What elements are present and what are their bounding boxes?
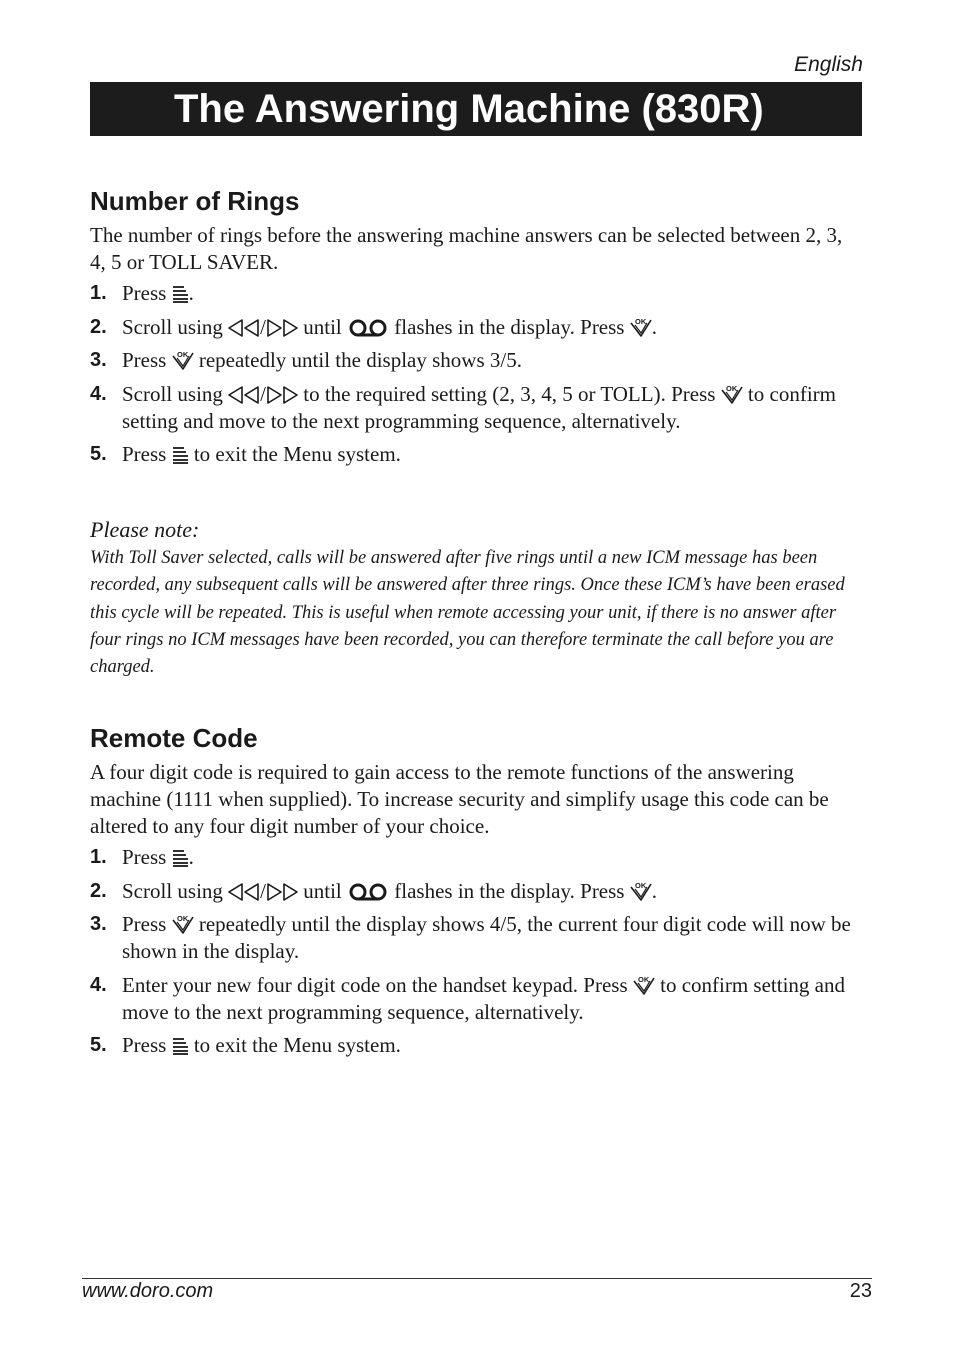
menu-icon — [172, 285, 189, 303]
menu-icon — [172, 446, 189, 464]
steps-list — [90, 280, 862, 468]
step-text: Scroll using — [122, 381, 229, 406]
step-item — [90, 911, 862, 965]
scroll-left-icon — [228, 883, 260, 901]
section-heading: Number of Rings — [90, 186, 300, 216]
section-intro: A four digit code is required to gain access to the remote functions of the answering machine (1111 when supplied). To increase security and simplify usage this code can be altered to any four digit number of your choice. — [90, 760, 829, 838]
step-number: 1. — [90, 282, 107, 304]
step-number: 3. — [90, 913, 107, 935]
step-number: 5. — [90, 443, 107, 465]
step-number: 4. — [90, 973, 107, 996]
footer-divider — [82, 1278, 872, 1279]
section-heading: Remote Code — [90, 723, 258, 753]
step-text: Press — [122, 348, 172, 372]
step-text: Scroll using — [122, 878, 229, 903]
scroll-left-icon — [228, 386, 260, 404]
step-text: / — [260, 314, 267, 339]
step-text: to confirm setting and move to the next programming sequence, alternatively. — [122, 972, 846, 1024]
step-text: repeatedly until the display shows 4/5, the current four digit code will now be shown in the display. — [122, 912, 851, 963]
step-text: flashes in the display. Press — [389, 878, 630, 903]
footer-url: www.doro.com — [82, 1280, 214, 1302]
step-text: until — [298, 878, 348, 903]
ok-icon — [172, 914, 194, 934]
step-text: / — [260, 381, 267, 406]
step-text: to exit the Menu system. — [188, 442, 401, 466]
answering-machine-icon — [347, 883, 389, 901]
svg-text:OK: OK — [637, 974, 650, 984]
step-text: to confirm setting and move to the next programming sequence, alternatively. — [122, 381, 836, 433]
step-text: to the required setting (2, 3, 4, 5 or TOLL). Press — [298, 381, 721, 406]
svg-text:OK: OK — [725, 383, 737, 393]
step-item — [90, 347, 862, 374]
step-text: Press — [122, 442, 172, 466]
ok-icon — [721, 384, 743, 404]
menu-icon — [172, 849, 189, 867]
step-text: Enter your new four digit code on the handset keypad. Press — [122, 972, 633, 997]
step-number: 2. — [90, 879, 107, 902]
note-text: With Toll Saver selected, calls will be answered after five rings until a new ICM message has been recorded, any subsequent calls will be answered after three rings. Once these ICM’s have been erased this cycle will be repeated. This is useful when remote accessing your unit, if there is no answer after four rings no ICM messages have been recorded, you can therefore terminate the call before you are charged. — [90, 548, 845, 678]
step-text: . — [188, 845, 194, 869]
scroll-right-icon — [266, 319, 298, 337]
step-text: Press — [122, 1033, 172, 1057]
step-number: 1. — [90, 846, 107, 868]
step-text: . — [651, 878, 657, 903]
step-text: / — [260, 878, 267, 903]
step-number: 5. — [90, 1034, 107, 1056]
scroll-left-icon — [228, 319, 260, 337]
step-text: to exit the Menu system. — [188, 1033, 401, 1057]
menu-icon — [172, 1037, 189, 1055]
ok-icon — [630, 881, 652, 901]
page-number: 23 — [849, 1280, 872, 1302]
step-text: flashes in the display. Press — [389, 314, 630, 339]
step-text: Press — [122, 912, 172, 936]
step-number: 4. — [90, 382, 107, 405]
section-number-of-rings — [90, 186, 862, 475]
step-text: until — [298, 314, 348, 339]
step-item — [90, 1032, 862, 1059]
step-number: 3. — [90, 349, 107, 371]
language-label: English — [794, 53, 863, 76]
svg-text:OK: OK — [176, 914, 188, 923]
ok-icon — [630, 317, 652, 337]
step-item — [90, 844, 862, 871]
scroll-right-icon — [266, 883, 298, 901]
step-item — [90, 381, 862, 435]
ok-icon — [172, 350, 194, 370]
svg-text:OK: OK — [176, 350, 188, 359]
step-text: . — [651, 314, 657, 339]
step-text: Press — [122, 845, 172, 869]
ok-icon — [633, 975, 655, 995]
note-title: Please note: — [90, 517, 200, 542]
page-title-bar — [90, 82, 862, 136]
svg-text:OK: OK — [634, 880, 646, 890]
step-text: repeatedly until the display shows 3/5. — [193, 348, 522, 372]
svg-text:OK: OK — [634, 316, 646, 326]
answering-machine-icon — [347, 319, 389, 337]
step-text: Press — [122, 281, 172, 305]
page-title: The Answering Machine (830R) — [174, 87, 764, 131]
step-item — [90, 314, 862, 341]
step-item — [90, 441, 862, 468]
step-item — [90, 878, 862, 905]
step-item — [90, 280, 862, 307]
section-intro: The number of rings before the answering machine answers can be selected between 2, 3, 4, 5 or TOLL SAVER. — [90, 223, 843, 274]
step-text: . — [188, 281, 194, 305]
section-remote-code — [90, 723, 862, 1066]
steps-list — [90, 844, 862, 1059]
scroll-right-icon — [266, 386, 298, 404]
step-item — [90, 972, 862, 1026]
step-text: Scroll using — [122, 314, 229, 339]
note-box — [90, 515, 862, 681]
step-number: 2. — [90, 315, 107, 338]
